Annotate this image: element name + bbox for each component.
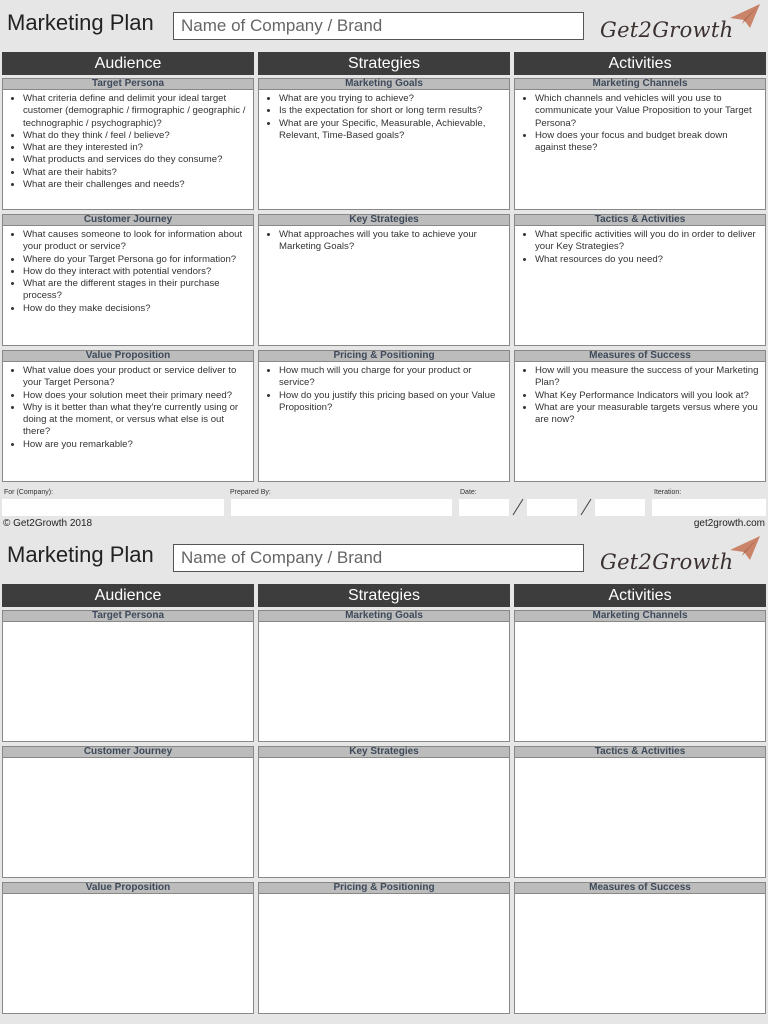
- section-title: Customer Journey: [2, 746, 254, 758]
- date-label: Date:: [460, 489, 477, 496]
- section-title: Marketing Goals: [258, 78, 510, 90]
- page-title: Marketing Plan: [7, 542, 154, 567]
- list-item: • Where do your Target Persona go for information?: [23, 254, 249, 266]
- logo: [600, 12, 760, 48]
- list-item: • What products and services do they consume?: [23, 154, 249, 166]
- pricing-positioning-block: [258, 882, 510, 1014]
- key-strategies-block: [258, 746, 510, 878]
- section-body[interactable]: [514, 622, 766, 742]
- list-item: • What value does your product or service deliver to your Target Persona?: [23, 365, 249, 390]
- logo-text: Get2Growth: [600, 550, 734, 574]
- list-item: • What approaches will you take to achieve your Marketing Goals?: [279, 229, 505, 254]
- section-body[interactable]: [2, 362, 254, 482]
- column-header-activities: Activities: [514, 52, 766, 75]
- marketing-goals-block: [258, 78, 510, 210]
- list-item: • What do they think / feel / believe?: [23, 130, 249, 142]
- section-title: Value Proposition: [2, 882, 254, 894]
- column-header-audience: Audience: [2, 52, 254, 75]
- list-item: • What are you trying to achieve?: [279, 93, 505, 105]
- list-item: • What are your Specific, Measurable, Achievable, Relevant, Time-Based goals?: [279, 118, 505, 143]
- for-company-label: For (Company):: [4, 489, 54, 496]
- list-item: • How will you measure the success of your Marketing Plan?: [535, 365, 761, 390]
- customer-journey-block: [2, 746, 254, 878]
- section-body[interactable]: [2, 758, 254, 878]
- strategies-column: [258, 584, 510, 893]
- section-body[interactable]: [514, 90, 766, 210]
- measures-of-success-block: [514, 882, 766, 1014]
- marketing-channels-block: [514, 78, 766, 210]
- section-title: Marketing Channels: [514, 610, 766, 622]
- list-item: • How does your solution meet their primary need?: [23, 390, 249, 402]
- for-company-field[interactable]: [2, 499, 224, 516]
- section-title: Measures of Success: [514, 882, 766, 894]
- list-item: • How much will you charge for your product or service?: [279, 365, 505, 390]
- customer-journey-block: [2, 214, 254, 346]
- section-title: Target Persona: [2, 610, 254, 622]
- marketing-channels-block: [514, 610, 766, 742]
- list-item: • Which channels and vehicles will you use to communicate your Value Proposition to your Target Persona?: [535, 93, 761, 130]
- section-body[interactable]: [514, 226, 766, 346]
- column-header-audience: Audience: [2, 584, 254, 607]
- prepared-by-field[interactable]: [231, 499, 452, 516]
- value-proposition-block: [2, 882, 254, 1014]
- logo-text: Get2Growth: [600, 18, 734, 42]
- section-title: Key Strategies: [258, 746, 510, 758]
- section-body[interactable]: [514, 894, 766, 1014]
- section-body[interactable]: [2, 90, 254, 210]
- logo: [600, 544, 760, 580]
- section-body[interactable]: [2, 226, 254, 346]
- section-title: Key Strategies: [258, 214, 510, 226]
- list-item: • How do they interact with potential vendors?: [23, 266, 249, 278]
- list-item: • What are they interested in?: [23, 142, 249, 154]
- list-item: • What resources do you need?: [535, 254, 761, 266]
- tactics-activities-block: [514, 746, 766, 878]
- activities-column: [514, 584, 766, 893]
- date-month-field[interactable]: [527, 499, 577, 516]
- activities-column: [514, 52, 766, 426]
- company-name-field[interactable]: Name of Company / Brand: [173, 12, 584, 40]
- list-item: • Is the expectation for short or long term results?: [279, 105, 505, 117]
- marketing-plan-blank: [0, 532, 768, 893]
- prepared-by-label: Prepared By:: [230, 489, 271, 496]
- column-header-activities: Activities: [514, 584, 766, 607]
- header: [0, 532, 768, 584]
- copyright-text: © Get2Growth 2018: [3, 518, 93, 529]
- measures-of-success-block: [514, 350, 766, 482]
- section-title: Pricing & Positioning: [258, 882, 510, 894]
- list-item: • How are you remarkable?: [23, 439, 249, 451]
- value-proposition-block: [2, 350, 254, 482]
- list-item: • What are their challenges and needs?: [23, 179, 249, 191]
- iteration-label: Iteration:: [654, 489, 682, 496]
- key-strategies-block: [258, 214, 510, 346]
- list-item: • What specific activities will you do in order to deliver your Key Strategies?: [535, 229, 761, 254]
- paper-plane-icon: [728, 534, 762, 564]
- date-day-field[interactable]: [459, 499, 509, 516]
- list-item: • What are your measurable targets versus where you are now?: [535, 402, 761, 427]
- section-body[interactable]: [2, 894, 254, 1014]
- target-persona-block: [2, 610, 254, 742]
- section-body[interactable]: [258, 758, 510, 878]
- page-title: Marketing Plan: [7, 10, 154, 35]
- section-body[interactable]: [258, 226, 510, 346]
- list-item: • What causes someone to look for information about your product or service?: [23, 229, 249, 254]
- list-item: • Why is it better than what they're currently using or doing at the moment, or versus what else is out there?: [23, 402, 249, 439]
- list-item: • What criteria define and delimit your ideal target customer (demographic / firmographic / geographic / technographic / psychographic)?: [23, 93, 249, 130]
- section-body[interactable]: [2, 622, 254, 742]
- iteration-field[interactable]: [652, 499, 766, 516]
- company-name-field[interactable]: Name of Company / Brand: [173, 544, 584, 572]
- section-title: Customer Journey: [2, 214, 254, 226]
- date-separator-icon: [511, 497, 525, 517]
- column-header-strategies: Strategies: [258, 52, 510, 75]
- list-item: • How does your focus and budget break down against these?: [535, 130, 761, 155]
- tactics-activities-block: [514, 214, 766, 346]
- date-year-field[interactable]: [595, 499, 645, 516]
- section-title: Marketing Goals: [258, 610, 510, 622]
- section-body[interactable]: [258, 90, 510, 210]
- paper-plane-icon: [728, 2, 762, 32]
- section-title: Marketing Channels: [514, 78, 766, 90]
- section-body[interactable]: [514, 758, 766, 878]
- audience-column: [2, 52, 254, 450]
- list-item: • What are the different stages in their purchase process?: [23, 278, 249, 303]
- column-header-strategies: Strategies: [258, 584, 510, 607]
- section-body[interactable]: [514, 362, 766, 482]
- section-title: Measures of Success: [514, 350, 766, 362]
- strategies-column: [258, 52, 510, 413]
- date-separator-icon: [579, 497, 593, 517]
- marketing-goals-block: [258, 610, 510, 742]
- list-item: • How do you justify this pricing based on your Value Proposition?: [279, 390, 505, 415]
- section-title: Target Persona: [2, 78, 254, 90]
- section-body[interactable]: [258, 894, 510, 1014]
- list-item: • What Key Performance Indicators will you look at?: [535, 390, 761, 402]
- section-body[interactable]: [258, 622, 510, 742]
- audience-column: [2, 584, 254, 893]
- website-link[interactable]: get2growth.com: [693, 518, 765, 529]
- header: [0, 0, 768, 52]
- section-body[interactable]: [258, 362, 510, 482]
- pricing-positioning-block: [258, 350, 510, 482]
- footer: [0, 488, 768, 532]
- target-persona-block: [2, 78, 254, 210]
- list-item: • How do they make decisions?: [23, 303, 249, 315]
- section-title: Tactics & Activities: [514, 746, 766, 758]
- section-title: Value Proposition: [2, 350, 254, 362]
- section-title: Pricing & Positioning: [258, 350, 510, 362]
- list-item: • What are their habits?: [23, 167, 249, 179]
- section-title: Tactics & Activities: [514, 214, 766, 226]
